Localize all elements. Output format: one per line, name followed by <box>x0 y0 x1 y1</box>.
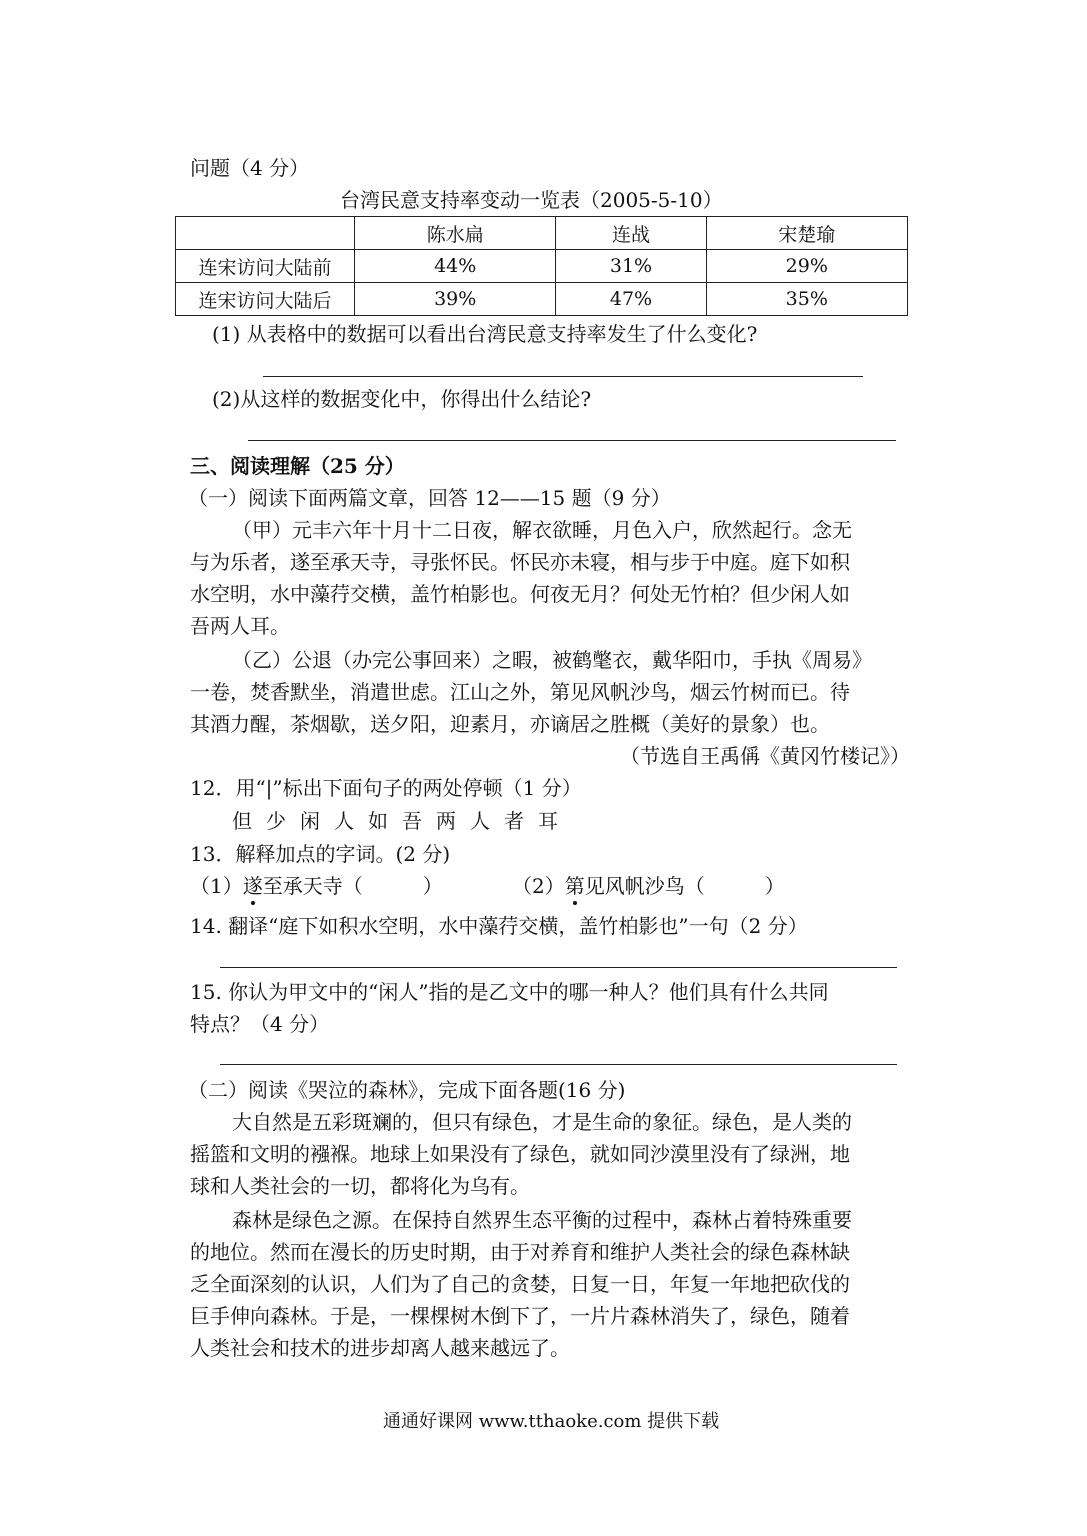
poll-table <box>175 216 908 316</box>
table-cell: 29% <box>706 250 907 283</box>
page-footer: 通通好课网 www.tthaoke.com 提供下载 <box>383 1411 720 1432</box>
question-14: 14. 翻译“庭下如积水空明，水中藻荇交横，盖竹柏影也”一句（2 分） <box>190 914 808 938</box>
text-yi-line: 一卷，焚香默坐，消遣世虑。江山之外，第见风帆沙鸟，烟云竹树而已。待 <box>190 680 850 704</box>
paragraph-line: 的地位。然而在漫长的历史时期，由于对养育和维护人类社会的绿色森林缺 <box>190 1240 850 1264</box>
answer-line <box>220 1064 897 1065</box>
paragraph-line: 巨手伸向森林。于是，一棵棵树木倒下了，一片片森林消失了，绿色，随着 <box>190 1304 850 1328</box>
table-header-cell: 陈水扁 <box>355 217 556 250</box>
question-15-line: 特点？（4 分） <box>190 1012 330 1036</box>
text-jia-line: 水空明，水中藻荇交横，盖竹柏影也。何夜无月？何处无竹柏？但少闲人如 <box>190 582 850 606</box>
item-text: 至承天寺（ ） <box>262 874 443 898</box>
row-label: 连宋访问大陆后 <box>176 283 355 316</box>
source-note: （节选自王禹偁《黄冈竹楼记》） <box>620 744 910 768</box>
answer-line <box>220 967 897 968</box>
paragraph-line: 大自然是五彩斑斓的，但只有绿色，才是生命的象征。绿色，是人类的 <box>232 1110 852 1134</box>
question-12-sentence: 但少闲人如吾两人者耳 <box>232 809 572 833</box>
paragraph-line: 摇篮和文明的襁褓。地球上如果没有了绿色，就如同沙漠里没有了绿洲，地 <box>190 1142 850 1166</box>
question-15-line: 15. 你认为甲文中的“闲人”指的是乙文中的哪一种人？他们具有什么共同 <box>190 980 829 1004</box>
table-cell: 35% <box>706 283 907 316</box>
table-caption: 台湾民意支持率变动一览表（2005-5-10） <box>340 188 723 212</box>
dotted-char: 第 <box>564 874 585 898</box>
part1-title: （一）阅读下面两篇文章，回答 12——15 题（9 分） <box>188 486 671 510</box>
table-cell: 31% <box>556 250 706 283</box>
question-13-item-1 <box>190 872 443 900</box>
answer-line <box>248 440 896 441</box>
table-cell: 39% <box>355 283 556 316</box>
item-text: 见风帆沙鸟（ ） <box>584 874 785 898</box>
text-jia-line: 吾两人耳。 <box>190 614 290 638</box>
table-header-cell <box>176 217 355 250</box>
item-prefix: （2） <box>512 874 565 898</box>
answer-line <box>263 376 863 377</box>
question-12: 12．用“|”标出下面句子的两处停顿（1 分） <box>190 776 582 800</box>
text-jia-line: （甲）元丰六年十月十二日夜，解衣欲睡，月色入户，欣然起行。念无 <box>232 518 852 542</box>
table-cell: 47% <box>556 283 706 316</box>
table-cell: 44% <box>355 250 556 283</box>
question-13: 13．解释加点的字词。(2 分) <box>190 842 451 866</box>
table-header-cell: 连战 <box>556 217 706 250</box>
paragraph-line: 球和人类社会的一切，都将化为乌有。 <box>190 1174 530 1198</box>
table-row <box>176 250 908 283</box>
text-yi-line: （乙）公退（办完公事回来）之暇，被鹤氅衣，戴华阳巾，手执《周易》 <box>232 648 872 672</box>
dotted-char: 遂 <box>242 874 263 898</box>
paragraph-line: 森林是绿色之源。在保持自然界生态平衡的过程中，森林占着特殊重要 <box>232 1208 852 1232</box>
question-13-item-2 <box>512 872 785 900</box>
section-title: 三、阅读理解（25 分） <box>190 454 405 478</box>
question-intro: 问题（4 分） <box>190 156 310 180</box>
table-header-row <box>176 217 908 250</box>
table-header-cell: 宋楚瑜 <box>706 217 907 250</box>
paragraph-line: 乏全面深刻的认识，人们为了自己的贪婪，日复一日，年复一年地把砍伐的 <box>190 1272 850 1296</box>
row-label: 连宋访问大陆前 <box>176 250 355 283</box>
table-row <box>176 283 908 316</box>
table-question-1: (1) 从表格中的数据可以看出台湾民意支持率发生了什么变化? <box>212 322 758 346</box>
part2-title: （二）阅读《哭泣的森林》，完成下面各题(16 分) <box>188 1078 626 1102</box>
item-prefix: （1） <box>190 874 243 898</box>
table-question-2: (2)从这样的数据变化中，你得出什么结论? <box>212 387 592 411</box>
paragraph-line: 人类社会和技术的进步却离人越来越远了。 <box>190 1336 570 1360</box>
text-jia-line: 与为乐者，遂至承天寺，寻张怀民。怀民亦未寝，相与步于中庭。庭下如积 <box>190 550 850 574</box>
text-yi-line: 其酒力醒，茶烟歇，送夕阳，迎素月，亦谪居之胜概（美好的景象）也。 <box>190 712 830 736</box>
